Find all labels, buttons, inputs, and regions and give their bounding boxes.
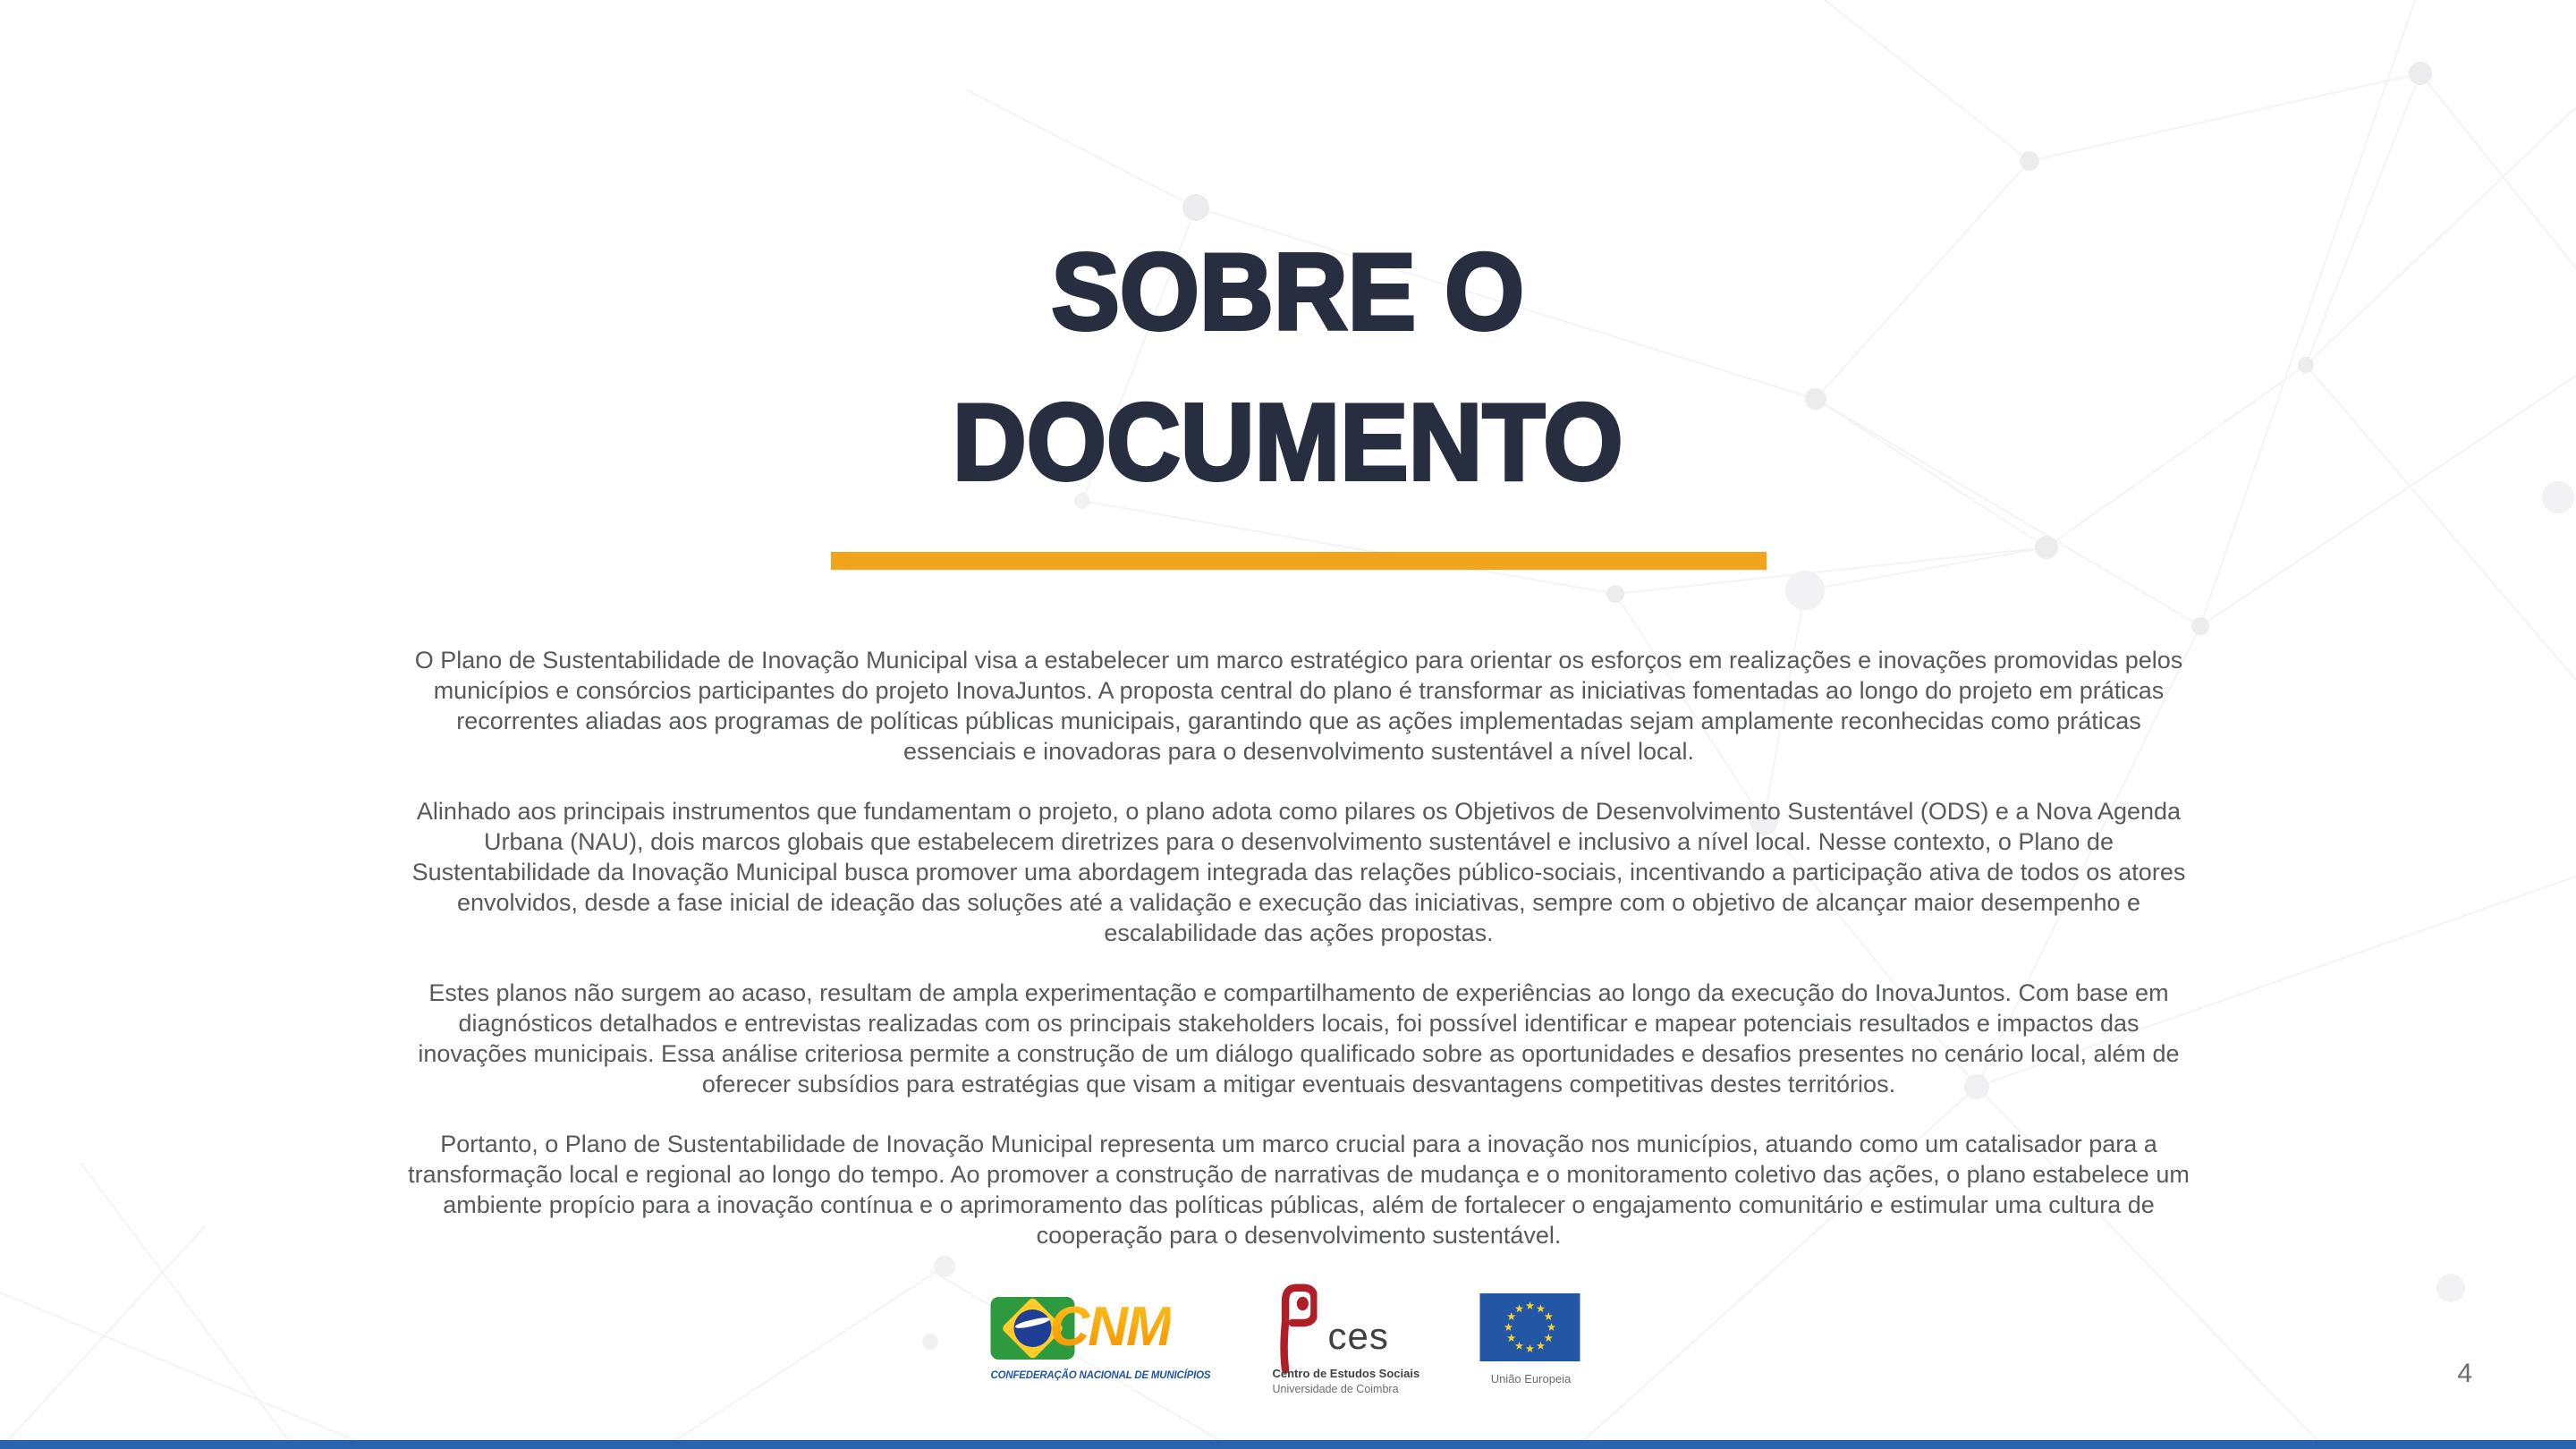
page-number: 4 bbox=[2457, 1359, 2472, 1388]
title-line-1: SOBRE O bbox=[1051, 231, 1525, 352]
paragraph-1: O Plano de Sustentabilidade de Inovação Municipal visa a estabelecer um marco estratégico para orientar os esforços em realizações e inovações promovidas pelos municípios e consórcios participantes do projeto InovaJuntos. A proposta central do plano é transformar as iniciativas fomentadas ao longo do projeto em práticas recorrentes aliadas aos programas de políticas públicas municipais, garantindo que as ações implementadas sejam amplamente reconhecidas como práticas essenciais e inovadoras para o desenvolvimento sustentável a nível local. bbox=[414, 647, 2183, 765]
ces-logo bbox=[1235, 1292, 1420, 1402]
title-block bbox=[0, 216, 2576, 517]
eu-logo bbox=[1477, 1292, 1586, 1399]
cnm-acronym: CNM bbox=[1049, 1296, 1171, 1358]
title-line-2: DOCUMENTO bbox=[953, 381, 1623, 503]
cnm-logo bbox=[990, 1292, 1211, 1399]
partner-logos-row bbox=[991, 1292, 1586, 1402]
ces-acronym: ces bbox=[1327, 1315, 1389, 1357]
page-title bbox=[953, 216, 1623, 517]
cnm-caption: CONFEDERAÇÃO NACIONAL DE MUNICÍPIOS bbox=[990, 1370, 1211, 1381]
ces-mark-icon bbox=[1273, 1281, 1318, 1374]
ces-caption-line1: Centro de Estudos Sociais bbox=[1272, 1367, 1420, 1380]
orange-divider bbox=[831, 552, 1767, 570]
footer-blue-bar bbox=[0, 1440, 2576, 1449]
eu-stars-flag-icon bbox=[1480, 1293, 1580, 1361]
paragraph-4: Portanto, o Plano de Sustentabilidade de Inovação Municipal representa um marco crucial para a inovação nos municípios, atuando como um catalisador para a transformação local e regional ao longo do tempo. Ao promover a construção de narrativas de mudança e o monitoramento coletivo das ações, o plano estabelece um ambiente propício para a inovação contínua e o aprimoramento das políticas públicas, além de fortalecer o engajamento comunitário e estimular uma cultura de cooperação para o desenvolvimento sustentável. bbox=[408, 1131, 2190, 1249]
paragraph-3: Estes planos não surgem ao acaso, resultam de ampla experimentação e compartilhamento de experiências ao longo da execução do InovaJuntos. Com base em diagnósticos detalhados e entrevistas realizadas com os principais stakeholders locais, foi possível identificar e mapear potenciais resultados e impactos das inovações municipais. Essa análise criteriosa permite a construção de um diálogo qualificado sobre as oportunidades e desafios presentes no cenário local, além de oferecer subsídios para estratégias que visam a mitigar eventuais desvantagens competitivas destes territórios. bbox=[418, 979, 2180, 1097]
eu-caption: União Europeia bbox=[1490, 1372, 1572, 1385]
paragraph-2: Alinhado aos principais instrumentos que fundamentam o projeto, o plano adota como pilares os Objetivos de Desenvolvimento Sustentável (ODS) e a Nova Agenda Urbana (NAU), dois marcos globais que estabelecem diretrizes para o desenvolvimento sustentável e inclusivo a nível local. Nesse contexto, o Plano de Sustentabilidade da Inovação Municipal busca promover uma abordagem integrada das relações público-sociais, incentivando a participação ativa de todos os atores envolvidos, desde a fase inicial de ideação das soluções até a validação e execução das iniciativas, sempre com o objetivo de alcançar maior desempenho e escalabilidade das ações propostas. bbox=[411, 798, 2186, 946]
ces-caption-line2: Universidade de Coimbra bbox=[1272, 1383, 1399, 1395]
body-text bbox=[404, 645, 2193, 1280]
